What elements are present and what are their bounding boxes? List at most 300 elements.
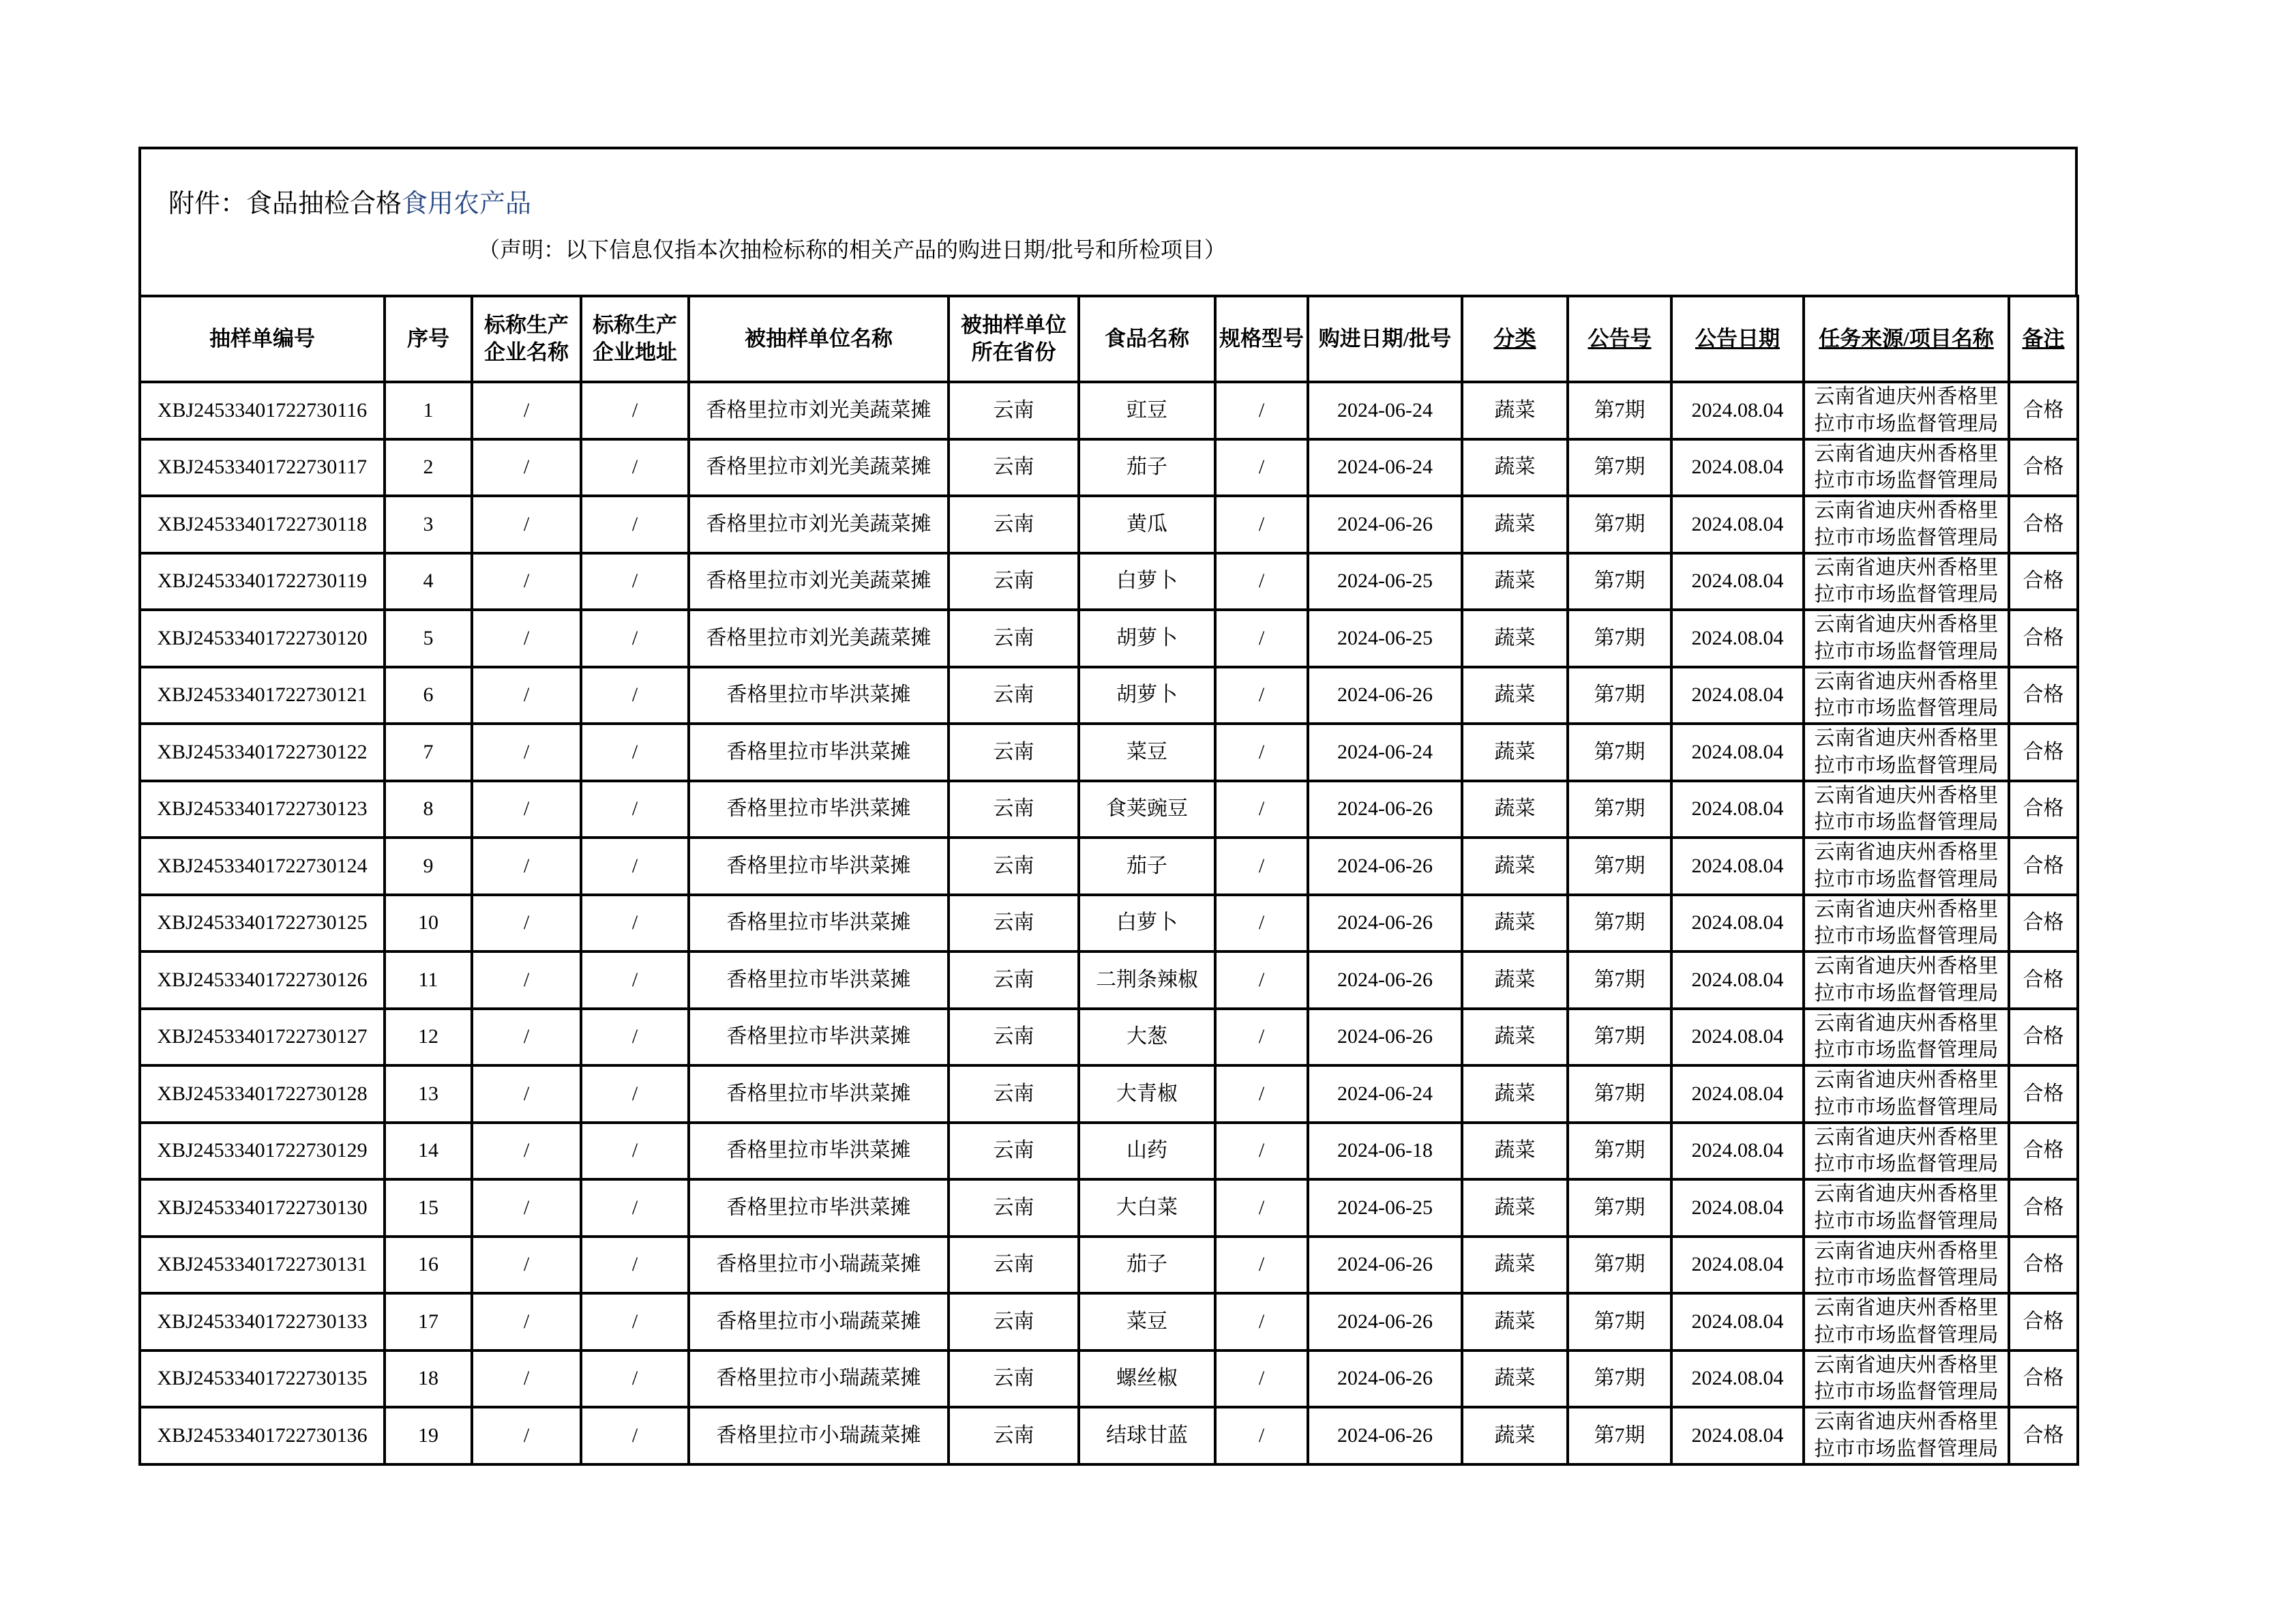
table-cell: 胡萝卜 — [1079, 610, 1215, 667]
column-header: 序号 — [385, 296, 472, 382]
table-cell: 香格里拉市毕洪菜摊 — [689, 951, 949, 1009]
table-cell: / — [1215, 895, 1308, 952]
table-cell: 合格 — [2009, 838, 2078, 895]
table-cell: 合格 — [2009, 610, 2078, 667]
table-cell: 香格里拉市毕洪菜摊 — [689, 895, 949, 952]
table-cell: / — [581, 1179, 689, 1237]
table-cell: / — [1215, 1065, 1308, 1123]
column-header: 抽样单编号 — [140, 296, 385, 382]
table-cell: 蔬菜 — [1462, 496, 1568, 553]
table-cell: 云南省迪庆州香格里拉市市场监督管理局 — [1804, 553, 2009, 610]
table-cell: 第7期 — [1568, 781, 1671, 838]
table-cell: 2024-06-26 — [1308, 1350, 1462, 1408]
table-cell: 2024-06-26 — [1308, 1237, 1462, 1294]
table-cell: / — [581, 496, 689, 553]
table-cell: 食荚豌豆 — [1079, 781, 1215, 838]
table-cell: 15 — [385, 1179, 472, 1237]
table-cell: 蔬菜 — [1462, 951, 1568, 1009]
table-cell: / — [472, 382, 581, 439]
table-cell: 2024-06-26 — [1308, 838, 1462, 895]
page-title — [168, 182, 531, 220]
table-row — [140, 1293, 2078, 1350]
table-cell: / — [581, 1407, 689, 1464]
table-cell: 2024.08.04 — [1671, 439, 1804, 497]
table-cell: 6 — [385, 667, 472, 724]
table-cell: XBJ24533401722730136 — [140, 1407, 385, 1464]
table-cell: 香格里拉市小瑞蔬菜摊 — [689, 1407, 949, 1464]
table-cell: 2024.08.04 — [1671, 553, 1804, 610]
table-cell: 2024-06-24 — [1308, 439, 1462, 497]
table-cell: 合格 — [2009, 1179, 2078, 1237]
table-cell: 合格 — [2009, 382, 2078, 439]
table-cell: / — [581, 553, 689, 610]
table-cell: 2 — [385, 439, 472, 497]
table-cell: / — [581, 895, 689, 952]
table-cell: / — [581, 1123, 689, 1180]
table-cell: 第7期 — [1568, 439, 1671, 497]
table-cell: 合格 — [2009, 895, 2078, 952]
table-cell: 2024.08.04 — [1671, 1123, 1804, 1180]
table-cell: XBJ24533401722730120 — [140, 610, 385, 667]
table-cell: / — [1215, 1293, 1308, 1350]
table-cell: 第7期 — [1568, 1350, 1671, 1408]
table-row — [140, 439, 2078, 497]
table-cell: / — [581, 1293, 689, 1350]
table-cell: 12 — [385, 1009, 472, 1066]
table-cell: 云南 — [949, 553, 1079, 610]
table-cell: XBJ24533401722730126 — [140, 951, 385, 1009]
table-cell: 云南省迪庆州香格里拉市市场监督管理局 — [1804, 1179, 2009, 1237]
table-cell: 2024.08.04 — [1671, 781, 1804, 838]
table-cell: 茄子 — [1079, 838, 1215, 895]
table-cell: XBJ24533401722730135 — [140, 1350, 385, 1408]
table-cell: 8 — [385, 781, 472, 838]
table-cell: 蔬菜 — [1462, 1179, 1568, 1237]
column-header: 标称生产企业地址 — [581, 296, 689, 382]
table-cell: 7 — [385, 724, 472, 781]
table-cell: 香格里拉市毕洪菜摊 — [689, 724, 949, 781]
table-cell: 云南 — [949, 1065, 1079, 1123]
table-row — [140, 895, 2078, 952]
table-cell: 蔬菜 — [1462, 838, 1568, 895]
table-cell: XBJ24533401722730133 — [140, 1293, 385, 1350]
table-cell: / — [581, 1065, 689, 1123]
table-row — [140, 724, 2078, 781]
table-cell: 2024.08.04 — [1671, 1179, 1804, 1237]
table-cell: 合格 — [2009, 496, 2078, 553]
table-cell: 2024-06-24 — [1308, 1065, 1462, 1123]
table-cell: 第7期 — [1568, 1179, 1671, 1237]
table-cell: 合格 — [2009, 1237, 2078, 1294]
table-cell: 2024.08.04 — [1671, 1407, 1804, 1464]
table-cell: 2024-06-26 — [1308, 1009, 1462, 1066]
table-cell: 香格里拉市毕洪菜摊 — [689, 838, 949, 895]
table-cell: / — [472, 838, 581, 895]
table-row — [140, 667, 2078, 724]
table-row — [140, 838, 2078, 895]
table-cell: / — [472, 951, 581, 1009]
table-cell: XBJ24533401722730131 — [140, 1237, 385, 1294]
table-cell: / — [1215, 667, 1308, 724]
table-cell: 云南 — [949, 496, 1079, 553]
table-cell: / — [472, 610, 581, 667]
table-cell: 19 — [385, 1407, 472, 1464]
table-cell: 香格里拉市小瑞蔬菜摊 — [689, 1293, 949, 1350]
table-cell: 2024.08.04 — [1671, 667, 1804, 724]
table-cell: 云南 — [949, 1179, 1079, 1237]
table-cell: 菜豆 — [1079, 724, 1215, 781]
table-cell: / — [581, 382, 689, 439]
column-header: 任务来源/项目名称 — [1804, 296, 2009, 382]
table-cell: / — [581, 781, 689, 838]
table-row — [140, 1065, 2078, 1123]
table-cell: 合格 — [2009, 1009, 2078, 1066]
table-cell: 菜豆 — [1079, 1293, 1215, 1350]
table-cell: 第7期 — [1568, 667, 1671, 724]
table-cell: 第7期 — [1568, 610, 1671, 667]
table-cell: / — [472, 1350, 581, 1408]
table-cell: 云南省迪庆州香格里拉市市场监督管理局 — [1804, 496, 2009, 553]
table-cell: / — [1215, 1350, 1308, 1408]
table-cell: 云南省迪庆州香格里拉市市场监督管理局 — [1804, 382, 2009, 439]
table-cell: XBJ24533401722730121 — [140, 667, 385, 724]
table-cell: 香格里拉市刘光美蔬菜摊 — [689, 553, 949, 610]
table-cell: 蔬菜 — [1462, 1237, 1568, 1294]
table-cell: / — [1215, 1407, 1308, 1464]
table-cell: 蔬菜 — [1462, 1407, 1568, 1464]
table-cell: 14 — [385, 1123, 472, 1180]
table-cell: 云南 — [949, 667, 1079, 724]
table-cell: 2024-06-26 — [1308, 951, 1462, 1009]
table-cell: 合格 — [2009, 553, 2078, 610]
table-cell: 云南省迪庆州香格里拉市市场监督管理局 — [1804, 439, 2009, 497]
table-cell: 蔬菜 — [1462, 667, 1568, 724]
table-cell: 云南省迪庆州香格里拉市市场监督管理局 — [1804, 1407, 2009, 1464]
table-cell: / — [1215, 1179, 1308, 1237]
table-cell: 第7期 — [1568, 724, 1671, 781]
column-header: 分类 — [1462, 296, 1568, 382]
table-cell: 17 — [385, 1293, 472, 1350]
table-cell: 3 — [385, 496, 472, 553]
table-cell: 云南 — [949, 610, 1079, 667]
table-cell: / — [472, 895, 581, 952]
table-cell: 云南 — [949, 1350, 1079, 1408]
table-cell: 香格里拉市毕洪菜摊 — [689, 1123, 949, 1180]
table-cell: / — [472, 1407, 581, 1464]
table-cell: / — [472, 1009, 581, 1066]
table-cell: 蔬菜 — [1462, 439, 1568, 497]
table-cell: 蔬菜 — [1462, 610, 1568, 667]
table-cell: 结球甘蓝 — [1079, 1407, 1215, 1464]
table-cell: 云南省迪庆州香格里拉市市场监督管理局 — [1804, 1065, 2009, 1123]
table-cell: 香格里拉市毕洪菜摊 — [689, 1009, 949, 1066]
table-cell: 云南 — [949, 382, 1079, 439]
table-row — [140, 1407, 2078, 1464]
attachment-header-box — [138, 147, 2078, 295]
table-cell: 云南省迪庆州香格里拉市市场监督管理局 — [1804, 1293, 2009, 1350]
table-cell: 蔬菜 — [1462, 382, 1568, 439]
table-cell: 2024-06-26 — [1308, 1407, 1462, 1464]
table-cell: 黄瓜 — [1079, 496, 1215, 553]
table-cell: 2024.08.04 — [1671, 1237, 1804, 1294]
table-cell: / — [472, 667, 581, 724]
table-cell: 蔬菜 — [1462, 895, 1568, 952]
table-cell: 香格里拉市小瑞蔬菜摊 — [689, 1237, 949, 1294]
column-header: 公告号 — [1568, 296, 1671, 382]
table-cell: 合格 — [2009, 724, 2078, 781]
table-cell: 2024.08.04 — [1671, 1009, 1804, 1066]
table-row — [140, 553, 2078, 610]
table-cell: / — [581, 667, 689, 724]
table-cell: 合格 — [2009, 951, 2078, 1009]
header-row — [140, 296, 2078, 382]
table-cell: 2024.08.04 — [1671, 496, 1804, 553]
table-cell: 云南 — [949, 439, 1079, 497]
table-cell: 2024.08.04 — [1671, 1293, 1804, 1350]
table-cell: / — [581, 1350, 689, 1408]
table-cell: 合格 — [2009, 1407, 2078, 1464]
table-cell: XBJ24533401722730122 — [140, 724, 385, 781]
table-cell: 第7期 — [1568, 1237, 1671, 1294]
table-cell: 2024.08.04 — [1671, 1065, 1804, 1123]
table-cell: 云南 — [949, 1009, 1079, 1066]
table-cell: 云南 — [949, 895, 1079, 952]
table-cell: XBJ24533401722730125 — [140, 895, 385, 952]
table-cell: 2024.08.04 — [1671, 1350, 1804, 1408]
column-header: 标称生产企业名称 — [472, 296, 581, 382]
table-cell: 第7期 — [1568, 1009, 1671, 1066]
table-cell: 香格里拉市刘光美蔬菜摊 — [689, 439, 949, 497]
table-cell: 蔬菜 — [1462, 1293, 1568, 1350]
table-cell: 蔬菜 — [1462, 724, 1568, 781]
table-cell: 2024.08.04 — [1671, 951, 1804, 1009]
table-row — [140, 1123, 2078, 1180]
table-cell: 13 — [385, 1065, 472, 1123]
table-cell: 蔬菜 — [1462, 1009, 1568, 1066]
table-cell: 山药 — [1079, 1123, 1215, 1180]
table-cell: / — [581, 951, 689, 1009]
table-cell: / — [472, 1179, 581, 1237]
table-cell: / — [581, 838, 689, 895]
table-cell: 云南 — [949, 724, 1079, 781]
table-cell: 香格里拉市毕洪菜摊 — [689, 1179, 949, 1237]
table-cell: XBJ24533401722730127 — [140, 1009, 385, 1066]
table-cell: 第7期 — [1568, 1407, 1671, 1464]
table-cell: 白萝卜 — [1079, 895, 1215, 952]
column-header: 被抽样单位名称 — [689, 296, 949, 382]
table-cell: 白萝卜 — [1079, 553, 1215, 610]
table-cell: 云南 — [949, 838, 1079, 895]
table-cell: / — [1215, 1123, 1308, 1180]
table-cell: 11 — [385, 951, 472, 1009]
table-cell: / — [472, 553, 581, 610]
table-cell: 第7期 — [1568, 895, 1671, 952]
table-cell: 2024.08.04 — [1671, 895, 1804, 952]
table-cell: XBJ24533401722730130 — [140, 1179, 385, 1237]
table-cell: 云南 — [949, 781, 1079, 838]
table-cell: 第7期 — [1568, 1123, 1671, 1180]
table-cell: 二荆条辣椒 — [1079, 951, 1215, 1009]
table-cell: 香格里拉市刘光美蔬菜摊 — [689, 610, 949, 667]
table-cell: / — [472, 496, 581, 553]
table-cell: 云南 — [949, 1407, 1079, 1464]
column-header: 公告日期 — [1671, 296, 1804, 382]
table-row — [140, 951, 2078, 1009]
table-cell: 云南省迪庆州香格里拉市市场监督管理局 — [1804, 724, 2009, 781]
table-cell: 云南省迪庆州香格里拉市市场监督管理局 — [1804, 838, 2009, 895]
table-row — [140, 1237, 2078, 1294]
table-cell: 大葱 — [1079, 1009, 1215, 1066]
table-cell: / — [1215, 610, 1308, 667]
table-cell: / — [472, 1123, 581, 1180]
table-cell: / — [1215, 951, 1308, 1009]
table-cell: 蔬菜 — [1462, 1350, 1568, 1408]
table-cell: 螺丝椒 — [1079, 1350, 1215, 1408]
table-cell: 合格 — [2009, 1350, 2078, 1408]
table-cell: 合格 — [2009, 781, 2078, 838]
table-cell: XBJ24533401722730129 — [140, 1123, 385, 1180]
table-cell: 大青椒 — [1079, 1065, 1215, 1123]
table-cell: 云南省迪庆州香格里拉市市场监督管理局 — [1804, 1350, 2009, 1408]
table-cell: 2024.08.04 — [1671, 382, 1804, 439]
table-cell: 云南省迪庆州香格里拉市市场监督管理局 — [1804, 1237, 2009, 1294]
table-cell: 2024-06-25 — [1308, 553, 1462, 610]
table-cell: 2024-06-26 — [1308, 667, 1462, 724]
table-cell: / — [1215, 382, 1308, 439]
table-cell: 第7期 — [1568, 382, 1671, 439]
table-cell: / — [1215, 496, 1308, 553]
table-cell: 9 — [385, 838, 472, 895]
table-cell: XBJ24533401722730119 — [140, 553, 385, 610]
table-cell: 4 — [385, 553, 472, 610]
table-row — [140, 781, 2078, 838]
table-cell: 香格里拉市毕洪菜摊 — [689, 667, 949, 724]
inspection-table — [138, 295, 2079, 1466]
column-header: 购进日期/批号 — [1308, 296, 1462, 382]
table-cell: 蔬菜 — [1462, 781, 1568, 838]
table-cell: / — [472, 1065, 581, 1123]
table-cell: 2024.08.04 — [1671, 838, 1804, 895]
table-cell: / — [581, 1237, 689, 1294]
table-cell: 云南 — [949, 1293, 1079, 1350]
table-cell: / — [472, 1237, 581, 1294]
table-cell: / — [1215, 1009, 1308, 1066]
table-cell: 大白菜 — [1079, 1179, 1215, 1237]
table-cell: 茄子 — [1079, 439, 1215, 497]
table-cell: 香格里拉市刘光美蔬菜摊 — [689, 382, 949, 439]
table-cell: 香格里拉市小瑞蔬菜摊 — [689, 1350, 949, 1408]
table-cell: / — [581, 439, 689, 497]
table-cell: / — [1215, 553, 1308, 610]
table-cell: 合格 — [2009, 1065, 2078, 1123]
table-cell: / — [1215, 1237, 1308, 1294]
table-cell: 香格里拉市刘光美蔬菜摊 — [689, 496, 949, 553]
table-cell: 云南 — [949, 1123, 1079, 1180]
table-cell: 第7期 — [1568, 1293, 1671, 1350]
table-row — [140, 382, 2078, 439]
table-cell: 蔬菜 — [1462, 1123, 1568, 1180]
table-cell: 云南 — [949, 1237, 1079, 1294]
table-cell: 合格 — [2009, 1123, 2078, 1180]
table-cell: 2024.08.04 — [1671, 724, 1804, 781]
table-cell: XBJ24533401722730116 — [140, 382, 385, 439]
table-cell: 香格里拉市毕洪菜摊 — [689, 1065, 949, 1123]
table-cell: XBJ24533401722730118 — [140, 496, 385, 553]
table-cell: 蔬菜 — [1462, 553, 1568, 610]
table-cell: / — [472, 1293, 581, 1350]
table-row — [140, 1009, 2078, 1066]
table-cell: 2024-06-25 — [1308, 1179, 1462, 1237]
column-header: 被抽样单位所在省份 — [949, 296, 1079, 382]
table-cell: 第7期 — [1568, 1065, 1671, 1123]
table-cell: 2024-06-26 — [1308, 895, 1462, 952]
table-cell: 茄子 — [1079, 1237, 1215, 1294]
table-cell: 2024-06-26 — [1308, 1293, 1462, 1350]
table-cell: 2024-06-24 — [1308, 724, 1462, 781]
table-cell: 第7期 — [1568, 951, 1671, 1009]
table-cell: / — [581, 1009, 689, 1066]
table-row — [140, 610, 2078, 667]
disclaimer-text: （声明：以下信息仅指本次抽检标称的相关产品的购进日期/批号和所检项目） — [478, 237, 1226, 262]
table-cell: / — [1215, 781, 1308, 838]
table-cell: / — [1215, 439, 1308, 497]
table-cell: 胡萝卜 — [1079, 667, 1215, 724]
table-cell: 5 — [385, 610, 472, 667]
table-cell: 合格 — [2009, 1293, 2078, 1350]
table-cell: 1 — [385, 382, 472, 439]
table-cell: 蔬菜 — [1462, 1065, 1568, 1123]
table-cell: 云南省迪庆州香格里拉市市场监督管理局 — [1804, 1123, 2009, 1180]
table-cell: / — [472, 439, 581, 497]
table-row — [140, 1179, 2078, 1237]
table-cell: XBJ24533401722730124 — [140, 838, 385, 895]
table-cell: 云南 — [949, 951, 1079, 1009]
table-cell: / — [581, 610, 689, 667]
table-cell: 香格里拉市毕洪菜摊 — [689, 781, 949, 838]
table-cell: 第7期 — [1568, 838, 1671, 895]
table-cell: 2024-06-25 — [1308, 610, 1462, 667]
table-cell: XBJ24533401722730123 — [140, 781, 385, 838]
table-cell: 云南省迪庆州香格里拉市市场监督管理局 — [1804, 1009, 2009, 1066]
table-cell: 2024.08.04 — [1671, 610, 1804, 667]
table-cell: 豇豆 — [1079, 382, 1215, 439]
table-cell: / — [472, 724, 581, 781]
table-cell: 合格 — [2009, 439, 2078, 497]
table-cell: / — [1215, 724, 1308, 781]
table-cell: 云南省迪庆州香格里拉市市场监督管理局 — [1804, 781, 2009, 838]
table-cell: / — [1215, 838, 1308, 895]
table-cell: 云南省迪庆州香格里拉市市场监督管理局 — [1804, 895, 2009, 952]
table-cell: 云南省迪庆州香格里拉市市场监督管理局 — [1804, 951, 2009, 1009]
table-cell: 2024-06-26 — [1308, 496, 1462, 553]
table-cell: 18 — [385, 1350, 472, 1408]
column-header: 规格型号 — [1215, 296, 1308, 382]
table-cell: XBJ24533401722730128 — [140, 1065, 385, 1123]
table-cell: / — [581, 724, 689, 781]
table-cell: 2024-06-24 — [1308, 382, 1462, 439]
page-title-prefix: 附件：食品抽检合格 — [168, 190, 402, 218]
table-cell: 合格 — [2009, 667, 2078, 724]
column-header: 备注 — [2009, 296, 2078, 382]
table-cell: / — [472, 781, 581, 838]
column-header: 食品名称 — [1079, 296, 1215, 382]
table-cell: 2024-06-18 — [1308, 1123, 1462, 1180]
title-highlight: 食用农产品 — [402, 190, 532, 218]
table-cell: 16 — [385, 1237, 472, 1294]
table-cell: 2024-06-26 — [1308, 781, 1462, 838]
table-row — [140, 1350, 2078, 1408]
table-cell: 云南省迪庆州香格里拉市市场监督管理局 — [1804, 610, 2009, 667]
